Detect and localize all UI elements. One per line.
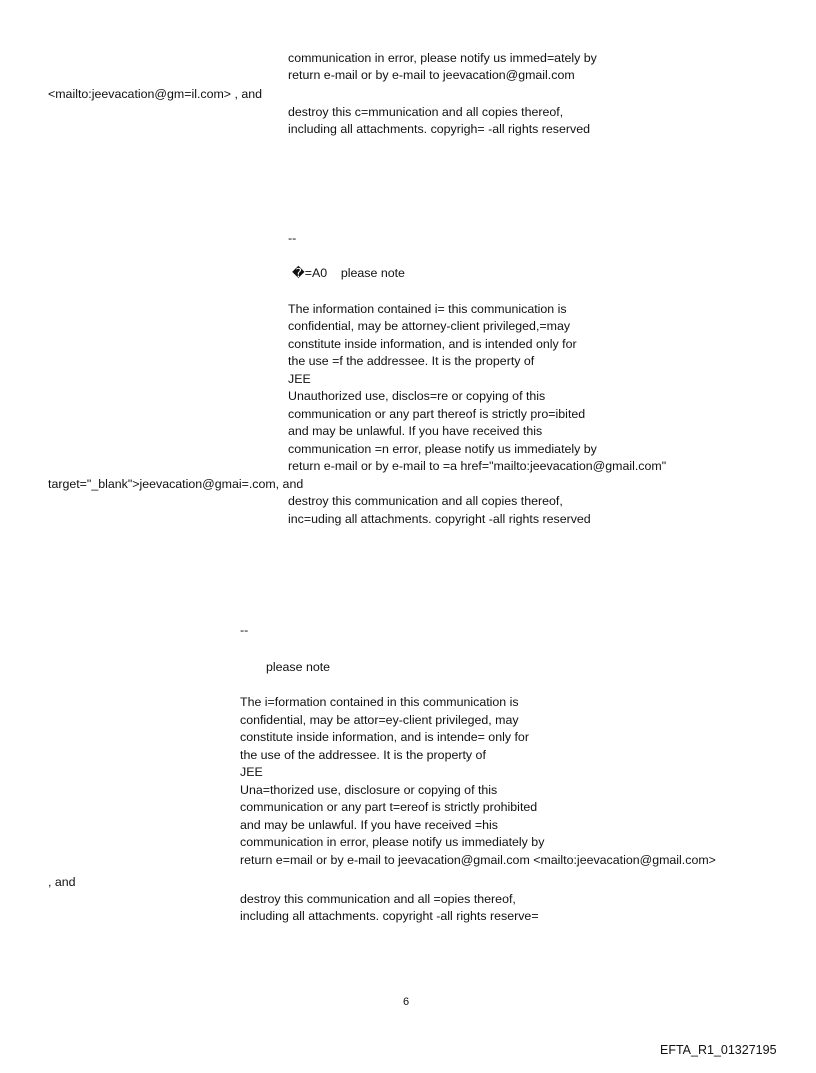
text-line: confidential, may be attorney-client privileged,=may (288, 319, 571, 333)
text-line: communication in error, please notify us immed=ately by (288, 51, 597, 65)
text-line: , and (48, 875, 76, 889)
text-line: and may be unlawful. If you have received =his (240, 818, 498, 832)
text-line: communication or any part thereof is strictly pro=ibited (288, 407, 586, 421)
text-line: communication or any part t=ereof is strictly prohibited (240, 800, 538, 814)
document-reference: EFTA_R1_01327195 (660, 1043, 777, 1057)
text-line: �=A0 please note (292, 266, 405, 280)
text-line: destroy this communication and all =opies thereof, (240, 892, 516, 906)
separator: -- (288, 231, 297, 245)
text-line: Una=thorized use, disclosure or copying of this (240, 783, 498, 797)
text-line: constitute inside information, and is intended only for (288, 337, 577, 351)
text-line: communication =n error, please notify us immediately by (288, 442, 597, 456)
text-line: JEE (288, 372, 311, 386)
page-number: 6 (403, 996, 410, 1008)
text-line: <mailto:jeevacation@gm=il.com> , and (48, 87, 263, 101)
text-line: including all attachments. copyright -all rights reserve= (240, 909, 539, 923)
text-line: the use =f the addressee. It is the property of (288, 354, 535, 368)
text-line: target="_blank">jeevacation@gmai=.com, and (48, 477, 304, 491)
text-line: communication in error, please notify us immediately by (240, 835, 545, 849)
separator: -- (240, 623, 249, 637)
text-line: inc=uding all attachments. copyright -all rights reserved (288, 512, 591, 526)
text-line: return e=mail or by e-mail to jeevacation@gmail.com <mailto:jeevacation@gmail.com> (240, 853, 716, 867)
text-line: The information contained i= this communication is (288, 302, 567, 316)
text-line: please note (266, 660, 331, 674)
text-line: and may be unlawful. If you have received this (288, 424, 543, 438)
text-line: confidential, may be attor=ey-client privileged, may (240, 713, 519, 727)
text-line: destroy this c=mmunication and all copies thereof, (288, 105, 564, 119)
text-line: destroy this communication and all copies thereof, (288, 494, 563, 508)
text-line: Unauthorized use, disclos=re or copying of this (288, 389, 546, 403)
text-line: the use of the addressee. It is the property of (240, 748, 486, 762)
text-line: The i=formation contained in this communication is (240, 695, 519, 709)
text-line: constitute inside information, and is intende= only for (240, 730, 529, 744)
text-line: JEE (240, 765, 263, 779)
text-line: return e-mail or by e-mail to =a href="mailto:jeevacation@gmail.com" (288, 459, 667, 473)
text-line: including all attachments. copyrigh= -all rights reserved (288, 122, 590, 136)
text-line: return e-mail or by e-mail to jeevacation@gmail.com (288, 68, 575, 82)
